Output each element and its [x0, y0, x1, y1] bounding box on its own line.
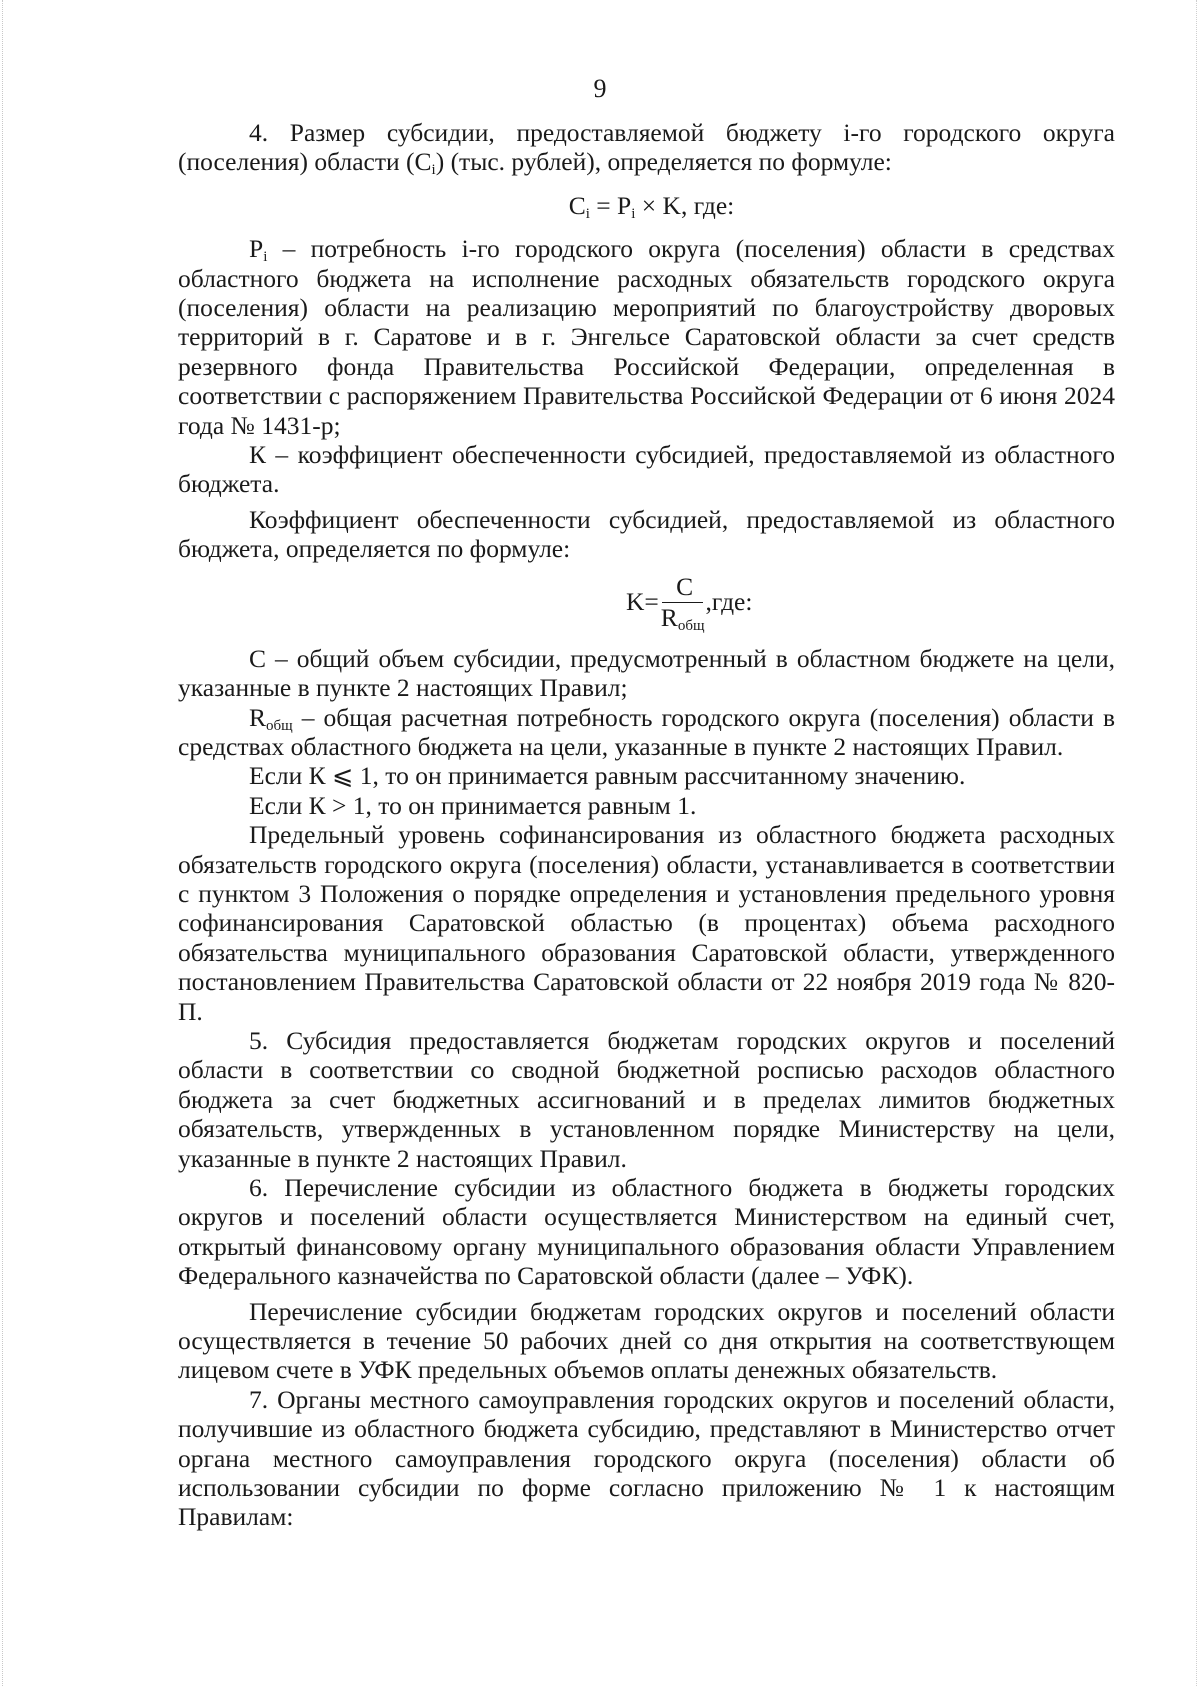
fraction-denominator: $R_{общ}$ — [660, 602, 705, 634]
paragraph-7: 7. Органы местного самоуправления городских округов и поселений области, получившие из областного бюджета субсидию, представляют в Министерство отчет органа местного самоуправления городского округа (поселения) области об использовании субсидии по форме согласно приложению № 1 к настоящим Правилам: — [178, 1384, 1115, 1532]
paragraph-coefficient: Коэффициент обеспеченности субсидией, предоставляемой из областного бюджета, определяется по формуле: — [178, 504, 1115, 564]
condition-k-gt-1: Если К > 1, то он принимается равным 1. — [249, 790, 697, 820]
scan-edge-left — [2, 0, 7, 1686]
definition-r-total: $R_{общ}$ – общая расчетная потребность городского округа (поселения) области в средствах областного бюджета на цели, указанные в пункте 2 настоящих Правил. — [178, 702, 1115, 761]
paragraph-5: 5. Субсидия предоставляется бюджетам городских округов и поселений области в соответствии со сводной бюджетной росписью расходов областного бюджета за счет бюджетных ассигнований и в пределах лимитов бюджетных обязательств, утвержденных в установленном порядке Министерству на цели, указанные в пункте 2 настоящих Правил. — [178, 1025, 1115, 1173]
scan-edge-right — [1192, 0, 1197, 1686]
definition-k: К – коэффициент обеспеченности субсидией, предоставляемой из областного бюджета. — [178, 440, 1115, 499]
definition-pi: $P_i$ – потребность i-го городского округа (поселения) области в средствах областного бюджета на исполнение расходных обязательств городского округа (поселения) области на реализацию мероприятий по благоустройству дворовых территорий в г. Саратове и в г. Энгельсе Саратовской области за счет средств резервного фонда Правительства Российской Федерации, определенная в соответствии с распоряжением Правительства Российской Федерации от 6 июня 2024 года № 1431-р; — [178, 234, 1115, 440]
paragraph-cofinancing-level: Предельный уровень софинансирования из областного бюджета расходных обязательств городского округа (поселения) области, устанавливается в соответствии с пунктом 3 Положения о порядке определения и установления предельного уровня софинансирования Саратовской областью (в процентах) объема расходного обязательства муниципального образования Саратовской области, утвержденного постановлением Правительства Саратовской области от 22 ноября 2019 года № 820-П. — [178, 820, 1115, 1026]
paragraph-4-size: 4. Размер субсидии, предоставляемой бюджету i-го городского округа (поселения) области $(C_i)$ (тыс. рублей), определяется по формуле: — [178, 118, 1115, 179]
formula-ci: $C_i = P_i \times K$, где: — [568, 190, 735, 222]
paragraph-transfer: Перечисление субсидии бюджетам городских округов и поселений области осуществляется в течение 50 рабочих дней со дня открытия на соответствующем лицевом счете в УФК предельных объемов оплаты денежных обязательств. — [178, 1296, 1115, 1385]
definition-c: С – общий объем субсидии, предусмотренный в областном бюджете на цели, указанные в пункте 2 настоящих Правил; — [178, 643, 1115, 703]
fraction: K= $\frac{C}{R_{общ}}$ ,где: — [626, 571, 753, 634]
page-number: 9 — [593, 74, 607, 103]
paragraph-6: 6. Перечисление субсидии из областного бюджета в бюджеты городских округов и поселений области осуществляется Министерством на единый счет, открытый финансовому органу муниципального образования области Управлением Федерального казначейства по Саратовской области (далее – УФК). — [178, 1173, 1115, 1291]
formula-k — [178, 572, 1115, 634]
fraction-numerator: C — [662, 572, 703, 603]
document-body — [178, 118, 1115, 1532]
condition-k-le-1: Если К ⩽ 1, то он принимается равным рассчитанному значению. — [249, 761, 966, 791]
